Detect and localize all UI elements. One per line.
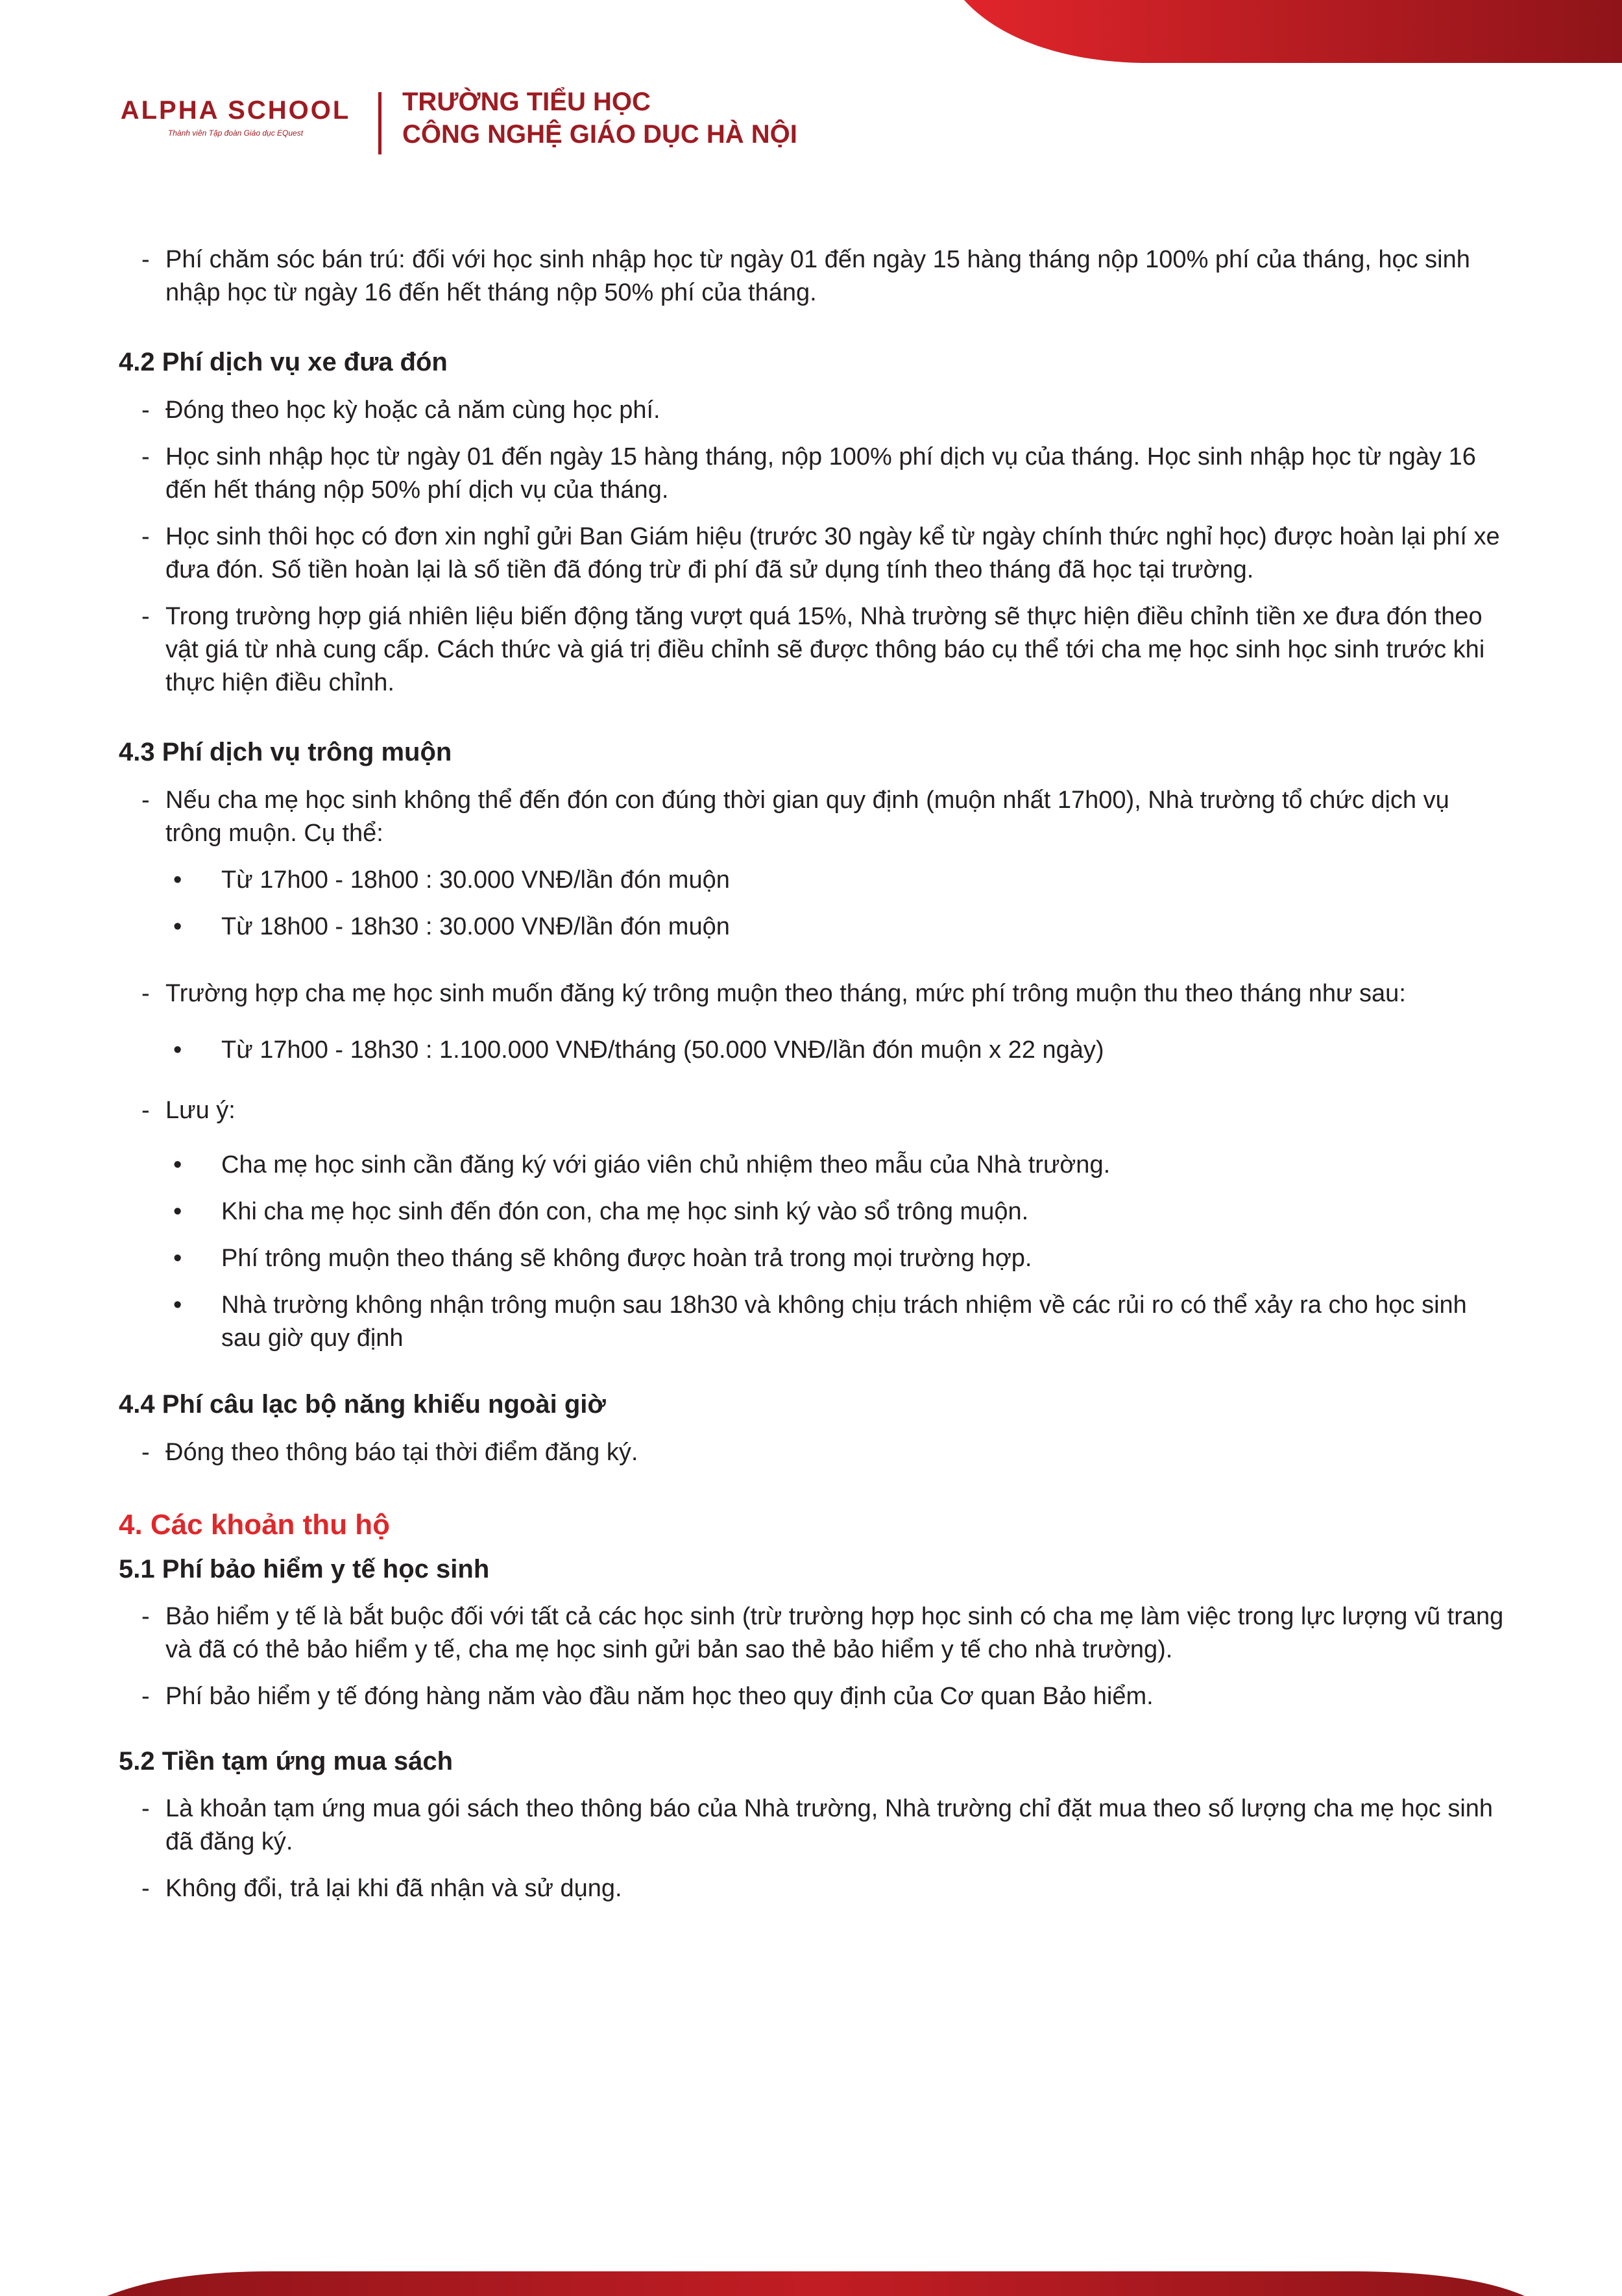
list-item: - Là khoản tạm ứng mua gói sách theo thông báo của Nhà trường, Nhà trường chỉ đặt mua theo số lượng cha mẹ học sinh đã đăng ký. bbox=[119, 1792, 1507, 1859]
bottom-swoosh bbox=[107, 2271, 1525, 2296]
list-item: - Không đổi, trả lại khi đã nhận và sử dụng. bbox=[119, 1872, 1507, 1905]
section-heading-4-3: 4.3 Phí dịch vụ trông muộn bbox=[119, 738, 452, 766]
bullet-item: • Khi cha mẹ học sinh đến đón con, cha mẹ học sinh ký vào sổ trông muộn. bbox=[119, 1195, 1507, 1228]
school-name-line2: CÔNG NGHỆ GIÁO DỤC HÀ NỘI bbox=[402, 120, 797, 149]
bullet-item: • Từ 17h00 - 18h30 : 1.100.000 VNĐ/tháng (50.000 VNĐ/lần đón muộn x 22 ngày) bbox=[119, 1034, 1507, 1067]
list-item: - Học sinh nhập học từ ngày 01 đến ngày 15 hàng tháng, nộp 100% phí dịch vụ của tháng. Học sinh nhập học từ ngày 16 đến hết tháng nộp 50% phí dịch vụ của tháng. bbox=[119, 441, 1507, 507]
list-item: - Đóng theo thông báo tại thời điểm đăng ký. bbox=[119, 1436, 1507, 1469]
section-heading-4-4: 4.4 Phí câu lạc bộ năng khiếu ngoài giờ bbox=[119, 1390, 606, 1419]
note-label: - Lưu ý: bbox=[119, 1094, 1507, 1127]
list-item: - Phí bảo hiểm y tế đóng hàng năm vào đầu năm học theo quy định của Cơ quan Bảo hiểm. bbox=[119, 1680, 1507, 1713]
section-heading-4-2: 4.2 Phí dịch vụ xe đưa đón bbox=[119, 348, 448, 376]
document-body bbox=[119, 243, 1507, 1919]
list-item: - Trường hợp cha mẹ học sinh muốn đăng ký trông muộn theo tháng, mức phí trông muộn thu theo tháng như sau: bbox=[119, 977, 1507, 1010]
alpha-school-logo bbox=[119, 96, 352, 139]
page-header bbox=[119, 84, 962, 156]
list-item: - Phí chăm sóc bán trú: đối với học sinh nhập học từ ngày 01 đến ngày 15 hàng tháng nộp 100% phí của tháng, học sinh nhập học từ ngày 16 đến hết tháng nộp 50% phí của tháng. bbox=[119, 243, 1507, 310]
bullet-item: • Phí trông muộn theo tháng sẽ không được hoàn trả trong mọi trường hợp. bbox=[119, 1242, 1507, 1275]
list-item: - Nếu cha mẹ học sinh không thể đến đón con đúng thời gian quy định (muộn nhất 17h00), Nhà trường tổ chức dịch vụ trông muộn. Cụ thể: bbox=[119, 784, 1507, 850]
list-item: - Học sinh thôi học có đơn xin nghỉ gửi Ban Giám hiệu (trước 30 ngày kể từ ngày chính thức nghỉ học) được hoàn lại phí xe đưa đón. Số tiền hoàn lại là số tiền đã đóng trừ đi phí đã sử dụng tính theo tháng đã học tại trường. bbox=[119, 520, 1507, 587]
logo-name: ALPHA SCHOOL bbox=[120, 96, 351, 125]
logo-tagline: Thành viên Tập đoàn Giáo dục EQuest bbox=[167, 128, 304, 138]
school-name bbox=[402, 86, 797, 151]
bullet-item: • Từ 18h00 - 18h30 : 30.000 VNĐ/lần đón muộn bbox=[119, 910, 1507, 944]
bullet-item: • Từ 17h00 - 18h00 : 30.000 VNĐ/lần đón muộn bbox=[119, 864, 1507, 897]
list-item: - Bảo hiểm y tế là bắt buộc đối với tất cả các học sinh (trừ trường hợp học sinh có cha mẹ làm việc trong lực lượng vũ trang và đã có thẻ bảo hiểm y tế, cha mẹ học sinh gửi bản sao thẻ bảo hiểm y tế cho nhà trường). bbox=[119, 1600, 1507, 1667]
school-name-line1: TRƯỜNG TIỂU HỌC bbox=[402, 88, 651, 116]
list-item: - Trong trường hợp giá nhiên liệu biến động tăng vượt quá 15%, Nhà trường sẽ thực hiện điều chỉnh tiền xe đưa đón theo vật giá từ nhà cung cấp. Cách thức và giá trị điều chỉnh sẽ được thông báo cụ thể tới cha mẹ học sinh học sinh trước khi thực hiện điều chỉnh. bbox=[119, 600, 1507, 700]
section-heading-5-1: 5.1 Phí bảo hiểm y tế học sinh bbox=[119, 1555, 490, 1583]
header-divider bbox=[378, 92, 381, 154]
section-heading-5-2: 5.2 Tiền tạm ứng mua sách bbox=[119, 1747, 454, 1776]
bullet-item: • Cha mẹ học sinh cần đăng ký với giáo viên chủ nhiệm theo mẫu của Nhà trường. bbox=[119, 1149, 1507, 1182]
section-heading-4: 4. Các khoản thu hộ bbox=[119, 1509, 391, 1541]
top-right-swoosh bbox=[964, 0, 1622, 63]
bullet-item: • Nhà trường không nhận trông muộn sau 18h30 và không chịu trách nhiệm về các rủi ro có thể xảy ra cho học sinh sau giờ quy định bbox=[119, 1289, 1507, 1355]
list-item: - Đóng theo học kỳ hoặc cả năm cùng học phí. bbox=[119, 394, 1507, 427]
